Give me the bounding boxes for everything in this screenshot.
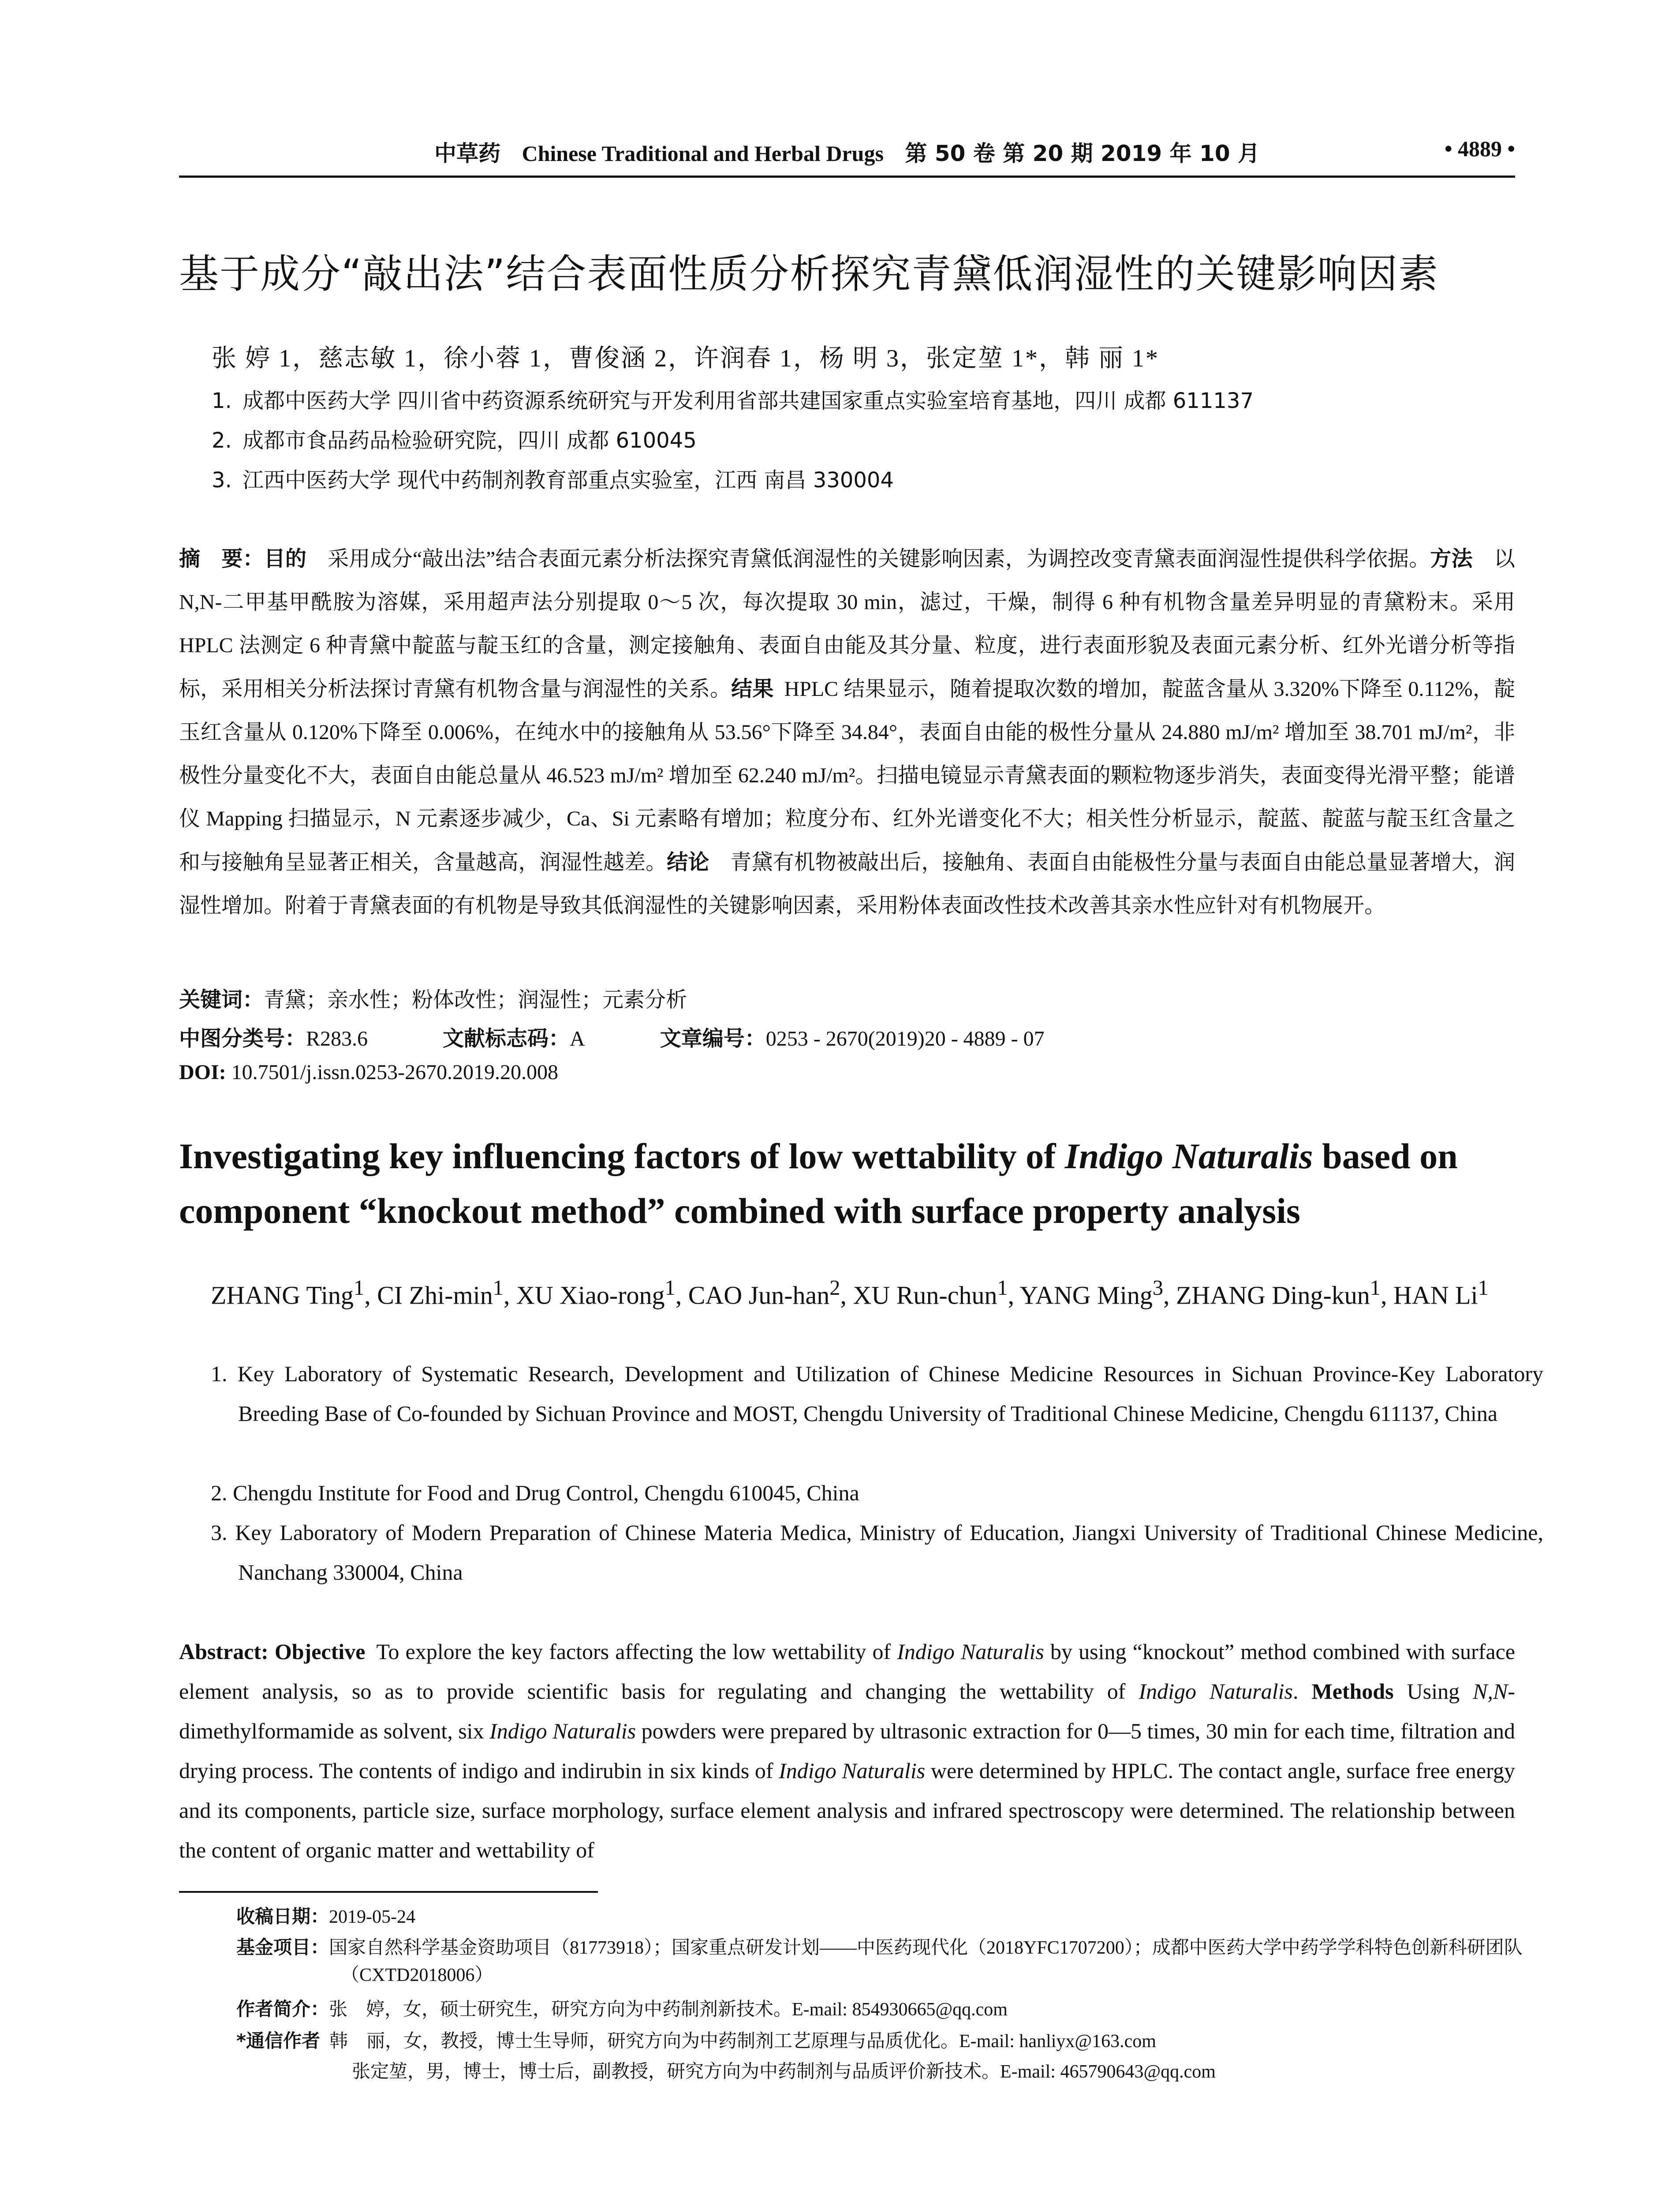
author-name: ZHANG Ding-kun bbox=[1176, 1281, 1370, 1310]
english-abstract bbox=[179, 1632, 1515, 1870]
article-number-label: 文章编号： bbox=[660, 1026, 766, 1051]
running-header-title bbox=[179, 136, 1515, 168]
english-title-part: based on component “knockout method” combined with surface property analysis bbox=[179, 1136, 1458, 1231]
methods-label: 方法 bbox=[1430, 546, 1473, 571]
conclusion-text: 青黛有机物被敲出后，接触角、表面自由能极性分量与表面自由能总量显著增大，润湿性增加。附着于青黛表面的有机物是导致其低润湿性的关键影响因素，采用粉体表面改性技术改善其亲水性应针对有机物展开。 bbox=[179, 851, 1515, 917]
chinese-keywords bbox=[179, 983, 687, 1013]
author-name: ZHANG Ting bbox=[211, 1281, 354, 1310]
objective-label: 目的 bbox=[264, 546, 307, 571]
affiliation-number: 3. bbox=[212, 468, 232, 493]
abstract-text: . bbox=[1292, 1679, 1312, 1704]
objective-text: 采用成分“敲出法”结合表面元素分析法探究青黛低润湿性的关键影响因素，为调控改变青黛表面润湿性提供科学依据。 bbox=[328, 547, 1430, 571]
chinese-affiliation-3 bbox=[212, 463, 894, 493]
fund-label: 基金项目： bbox=[236, 1936, 329, 1958]
affiliation-number: 1. bbox=[212, 389, 232, 413]
author-name: XU Run-chun bbox=[853, 1281, 997, 1310]
english-title-part: Investigating key influencing factors of low wettability of bbox=[179, 1136, 1065, 1176]
clc-label: 中图分类号： bbox=[179, 1026, 306, 1051]
abstract-label: Abstract: bbox=[179, 1639, 269, 1664]
author-name: CI Zhi-min bbox=[377, 1281, 493, 1310]
abstract-text: -dimethylformamide as solvent, six bbox=[179, 1679, 1515, 1743]
abstract-text: were determined by HPLC. The contact angle, surface free energy and its components, particle size, surface morphology, surface element analysis and infrared spectroscopy were determined. The relationship between the content of organic matter and wettability of bbox=[179, 1758, 1515, 1862]
author-name: XU Xiao-rong bbox=[516, 1281, 665, 1310]
abstract-italic: Indigo Naturalis bbox=[897, 1639, 1044, 1664]
english-authors: ZHANG Ting$^1$, CI Zhi-$\min^1$, XU Xiao-rong$^1$, CAO Jun-han$^2$, XU Run-chun$^1$, YANG Ming$^3$, ZHANG Ding-kun$^1$, HAN Li$^1$ bbox=[211, 1276, 1489, 1310]
abstract-label: 摘 要： bbox=[179, 546, 264, 571]
abstract-italic: Indigo Naturalis bbox=[1139, 1679, 1293, 1704]
clc-value: R283.6 bbox=[306, 1027, 368, 1050]
footnote-correspondence-1 bbox=[236, 2027, 1515, 2055]
author-bio-label: 作者简介： bbox=[236, 1998, 329, 2020]
author-sup: 1 bbox=[665, 1276, 676, 1300]
affiliation-text: 成都市食品药品检验研究院，四川 成都 610045 bbox=[243, 428, 697, 453]
keywords-label: 关键词： bbox=[179, 987, 264, 1012]
affiliation-number: 2. bbox=[212, 428, 232, 453]
chinese-authors: 张 婷 1，慈志敏 1，徐小蓉 1，曹俊涵 2，许润春 1，杨 明 3，张定堃 1*，韩 丽 1* bbox=[212, 345, 1159, 372]
journal-issue: 第 50 卷 第 20 期 2019 年 10 月 bbox=[905, 141, 1260, 166]
footnote-correspondence-2 bbox=[236, 2058, 1515, 2085]
author-name: HAN Li bbox=[1393, 1281, 1478, 1310]
header-rule bbox=[179, 176, 1515, 178]
author-name: CAO Jun-han bbox=[688, 1281, 830, 1310]
author-bio-text: 张 婷，女，硕士研究生，研究方向为中药制剂新技术。E-mail: 854930665@qq.com bbox=[329, 1999, 1008, 2020]
objective-label: Objective bbox=[274, 1639, 366, 1664]
article-number-value: 0253 - 2670(2019)20 - 4889 - 07 bbox=[765, 1027, 1045, 1050]
results-label: 结果 bbox=[731, 676, 774, 701]
abstract-text: Using bbox=[1393, 1679, 1473, 1704]
classification-line bbox=[179, 1021, 1045, 1052]
author-name: YANG Ming bbox=[1019, 1281, 1153, 1310]
english-affiliation-2: 2. Chengdu Institute for Food and Drug Control, Chengdu 610045, China bbox=[211, 1480, 859, 1505]
correspondence-text-1: 韩 丽，女，教授，博士生导师，研究方向为中药制剂工艺原理与品质优化。E-mail: hanliyx@163.com bbox=[329, 2031, 1156, 2052]
affiliation-text: 成都中医药大学 四川省中药资源系统研究与开发利用省部共建国家重点实验室培育基地，四川 成都 611137 bbox=[243, 389, 1254, 413]
author-sup: 1 bbox=[997, 1276, 1008, 1300]
abstract-text: by using “knockout” method combined with surface element analysis, so as to provide scientific basis for regulating and changing the wettability of bbox=[179, 1639, 1516, 1704]
english-title-italic: Indigo Naturalis bbox=[1064, 1136, 1313, 1176]
conclusion-label: 结论 bbox=[667, 850, 709, 875]
author-sup: 1 bbox=[1370, 1276, 1381, 1300]
doc-code-value: A bbox=[570, 1027, 585, 1050]
english-title bbox=[179, 1129, 1515, 1238]
journal-name-cn: 中草药 bbox=[434, 141, 500, 166]
abstract-text: powders were prepared by ultrasonic extraction for 0—5 times, 30 min for each time, filtration and drying process. The contents of indigo and indirubin in six kinds of bbox=[179, 1719, 1515, 1783]
results-text: HPLC 结果显示，随着提取次数的增加，靛蓝含量从 3.320%下降至 0.112%，靛玉红含量从 0.120%下降至 0.006%，在纯水中的接触角从 53.56°下降至 34.84°，表面自由能的极性分量从 24.880 mJ/m² 增加至 38.701 mJ/m²，非极性分量变化不大，表面自由能总量从 46.523 mJ/m² 增加至 62.240 mJ/m²。扫描电镜显示青黛表面的颗粒物逐步消失，表面变得光滑平整；能谱仪 Mapping 扫描显示，N 元素逐步减少，Ca、Si 元素略有增加；粒度分布、红外光谱变化不大；相关性分析显示，靛蓝、靛蓝与靛玉红含量之和与接触角呈显著正相关，含量越高，润湿性越差。 bbox=[179, 677, 1515, 874]
correspondence-text-2: 张定堃，男，博士，博士后，副教授，研究方向为中药制剂与品质评价新技术。E-mail: 465790643@qq.com bbox=[352, 2062, 1216, 2082]
fund-text: 国家自然科学基金资助项目（81773918）；国家重点研发计划——中医药现代化（2018YFC1707200）；成都中医药大学中药学学科特色创新科研团队（CXTD2018006） bbox=[329, 1938, 1523, 1985]
english-affiliation-1: 1. Key Laboratory of Systematic Research, Development and Utilization of Chinese Medicine Resources in Sichuan Province-Key Laboratory Breeding Base of Co-founded by Sichuan Province and MOST, Chengdu University of Traditional Chinese Medicine, Chengdu 611137, China bbox=[211, 1361, 1543, 1426]
methods-text: 以 N,N-二甲基甲酰胺为溶媒，采用超声法分别提取 0～5 次，每次提取 30 min，滤过，干燥，制得 6 种有机物含量差异明显的青黛粉末。采用 HPLC 法测定 6 种青黛中靛蓝与靛玉红的含量，测定接触角、表面自由能及其分量、粒度，进行表面形貌及表面元素分析、红外光谱分析等指标，采用相关分析法探讨青黛有机物含量与润湿性的关系。 bbox=[179, 547, 1515, 701]
footnote-author bbox=[236, 1996, 1515, 2023]
author-sup: 1 bbox=[1478, 1276, 1489, 1300]
correspondence-label: *通信作者 bbox=[236, 2030, 320, 2052]
doi-label: DOI: bbox=[179, 1061, 226, 1084]
doc-code-label: 文献标志码： bbox=[443, 1026, 570, 1051]
running-header bbox=[179, 132, 1515, 168]
author-sup: 2 bbox=[829, 1276, 840, 1300]
chinese-title: 基于成分“敲出法”结合表面性质分析探究青黛低润湿性的关键影响因素 bbox=[179, 251, 1439, 297]
author-sup: 1 bbox=[353, 1276, 365, 1300]
footnote-received bbox=[236, 1903, 1515, 1931]
received-label: 收稿日期： bbox=[236, 1906, 329, 1927]
english-affiliation-3: 3. Key Laboratory of Modern Preparation of Chinese Materia Medica, Ministry of Education, Jiangxi University of Traditional Chinese Medicine, Nanchang 330004, China bbox=[211, 1520, 1543, 1585]
abstract-text: To explore the key factors affecting the low wettability of bbox=[376, 1639, 897, 1664]
methods-label: Methods bbox=[1311, 1679, 1394, 1704]
footnote-rule bbox=[179, 1891, 598, 1893]
received-date: 2019-05-24 bbox=[329, 1907, 415, 1927]
chinese-affiliation-2 bbox=[212, 423, 697, 454]
chinese-abstract bbox=[179, 537, 1515, 927]
chinese-affiliation-1 bbox=[212, 384, 1254, 414]
author-sup: 3 bbox=[1152, 1276, 1163, 1300]
abstract-italic: Indigo Naturalis bbox=[779, 1758, 926, 1783]
abstract-italic: N,N bbox=[1473, 1679, 1508, 1704]
doi-line bbox=[179, 1060, 558, 1084]
abstract-italic: Indigo Naturalis bbox=[489, 1719, 636, 1743]
footnote-fund bbox=[236, 1934, 1620, 1989]
doi-value[interactable]: 10.7501/j.issn.0253-2670.2019.20.008 bbox=[231, 1061, 559, 1084]
journal-name-en: Chinese Traditional and Herbal Drugs bbox=[522, 141, 884, 166]
page-number: • 4889 • bbox=[1444, 136, 1515, 161]
affiliation-text: 江西中医药大学 现代中药制剂教育部重点实验室，江西 南昌 330004 bbox=[243, 468, 894, 493]
author-sup: 1 bbox=[493, 1276, 504, 1300]
keywords-text: 青黛；亲水性；粉体改性；润湿性；元素分析 bbox=[264, 988, 687, 1012]
